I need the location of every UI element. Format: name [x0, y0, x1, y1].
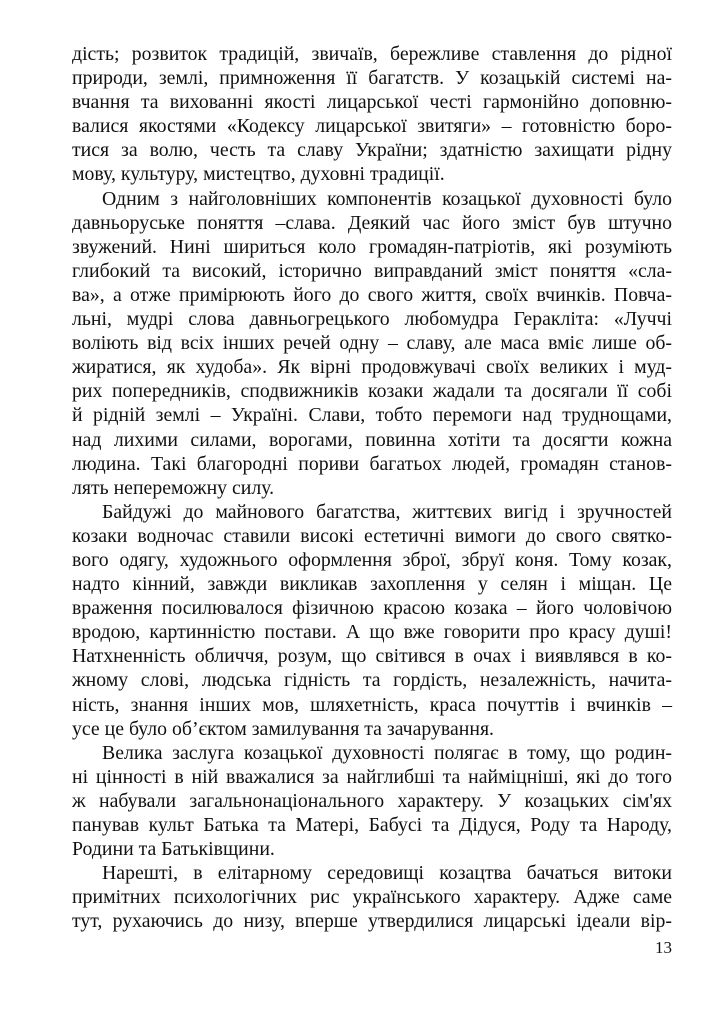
text-line: давньоруське поняття –слава. Деякий час його зміст був штучно [72, 211, 672, 234]
paragraph [72, 500, 672, 741]
text-line: примітних психологічних рис українського характеру. Адже саме [72, 886, 672, 909]
text-line: ність, знання інших мов, шляхетність, краса почуттів і вчинків – [72, 693, 672, 716]
text-line: козаки водночас ставили високі естетичні вимоги до свого святко- [72, 524, 672, 547]
text-line: надто кінний, завжди викликав захоплення у селян і міщан. Це [72, 573, 672, 596]
text-line: Одним з найголовніших компонентів козацької духовності було [102, 187, 672, 210]
text-line: панував культ Батька та Матері, Бабусі та Дідуся, Роду та Народу, [72, 814, 672, 836]
text-line: тися за волю, честь та славу України; здатністю захищати рідну [72, 139, 672, 162]
paragraph [72, 741, 672, 861]
text-line: природи, землі, примноження її багатств. У козацькій системі на- [72, 67, 672, 90]
text-line: ж набували загальнонаціонального характеру. У козацьких сім'ях [72, 789, 672, 812]
text-line: валися якостями «Кодексу лицарської звитяги» – готовністю боро- [72, 115, 672, 138]
text-line: лять непереможну силу. [72, 476, 275, 499]
text-line: воліють від всіх інших речей одну – славу, але маса вміє лише об- [72, 332, 672, 355]
text-line: Велика заслуга козацької духовності полягає в тому, що родин- [102, 741, 672, 764]
page-number: 13 [655, 938, 672, 957]
text-line: людина. Такі благородні пориви багатьох людей, громадян станов- [72, 452, 672, 475]
text-line: жиратися, як худоба». Як вірні продовжувачі своїх великих і муд- [72, 356, 672, 379]
text-line: рих попередників, сподвижників козаки жадали та досягали її собі [72, 380, 672, 403]
text-line: тут, рухаючись до низу, вперше утвердилися лицарські ідеали вір- [72, 910, 672, 933]
text-line: мову, культуру, мистецтво, духовні традиції. [72, 163, 445, 186]
text-line: ва», а отже примірюють його до свого життя, своїх вчинків. Повча- [72, 283, 672, 306]
text-line: й рідній землі – Україні. Слави, тобто перемоги над труднощами, [72, 404, 672, 427]
text-line: льні, мудрі слова давньогрецького любомудра Геракліта: «Луччі [72, 308, 672, 331]
text-line: над лихими силами, ворогами, повинна хотіти та досягти кожна [72, 428, 672, 451]
text-line: ні цінності в ній вважалися за найглибші та найміцніші, які до того [72, 765, 672, 788]
paragraph [72, 861, 672, 933]
text-line: Натхненність обличчя, розум, що світився в очах і виявлявся в ко- [72, 645, 672, 668]
text-line: враження посилювалося фізичною красою козака – його чоловічою [72, 597, 672, 620]
page-body [72, 42, 672, 933]
text-line: жному слові, людська гідність та гордість, незалежність, начита- [72, 669, 672, 692]
text-line: звужений. Нині шириться коло громадян-патріотів, які розуміють [72, 235, 672, 258]
text-line: Байдужі до майнового багатства, життєвих вигід і зручностей [102, 500, 672, 523]
text-line: Родини та Батьківщини. [72, 838, 275, 861]
text-line: вого одягу, художнього оформлення зброї, збруї коня. Тому козак, [72, 548, 672, 571]
text-line: дість; розвиток традицій, звичаїв, бережливе ставлення до рідної [72, 43, 672, 65]
text-line: глибокий та високий, історично виправданий зміст поняття «сла- [72, 259, 672, 282]
text-line: вродою, картинністю постави. А що вже говорити про красу душі! [72, 621, 672, 644]
text-line: Нарешті, в елітарному середовищі козацтва бачаться витоки [102, 862, 672, 885]
text-line: усе це було об’єктом замилування та зачарування. [72, 717, 495, 740]
paragraph [72, 187, 672, 500]
text-line: вчання та вихованні якості лицарської честі гармонійно доповню- [72, 91, 672, 114]
paragraph [72, 42, 672, 187]
